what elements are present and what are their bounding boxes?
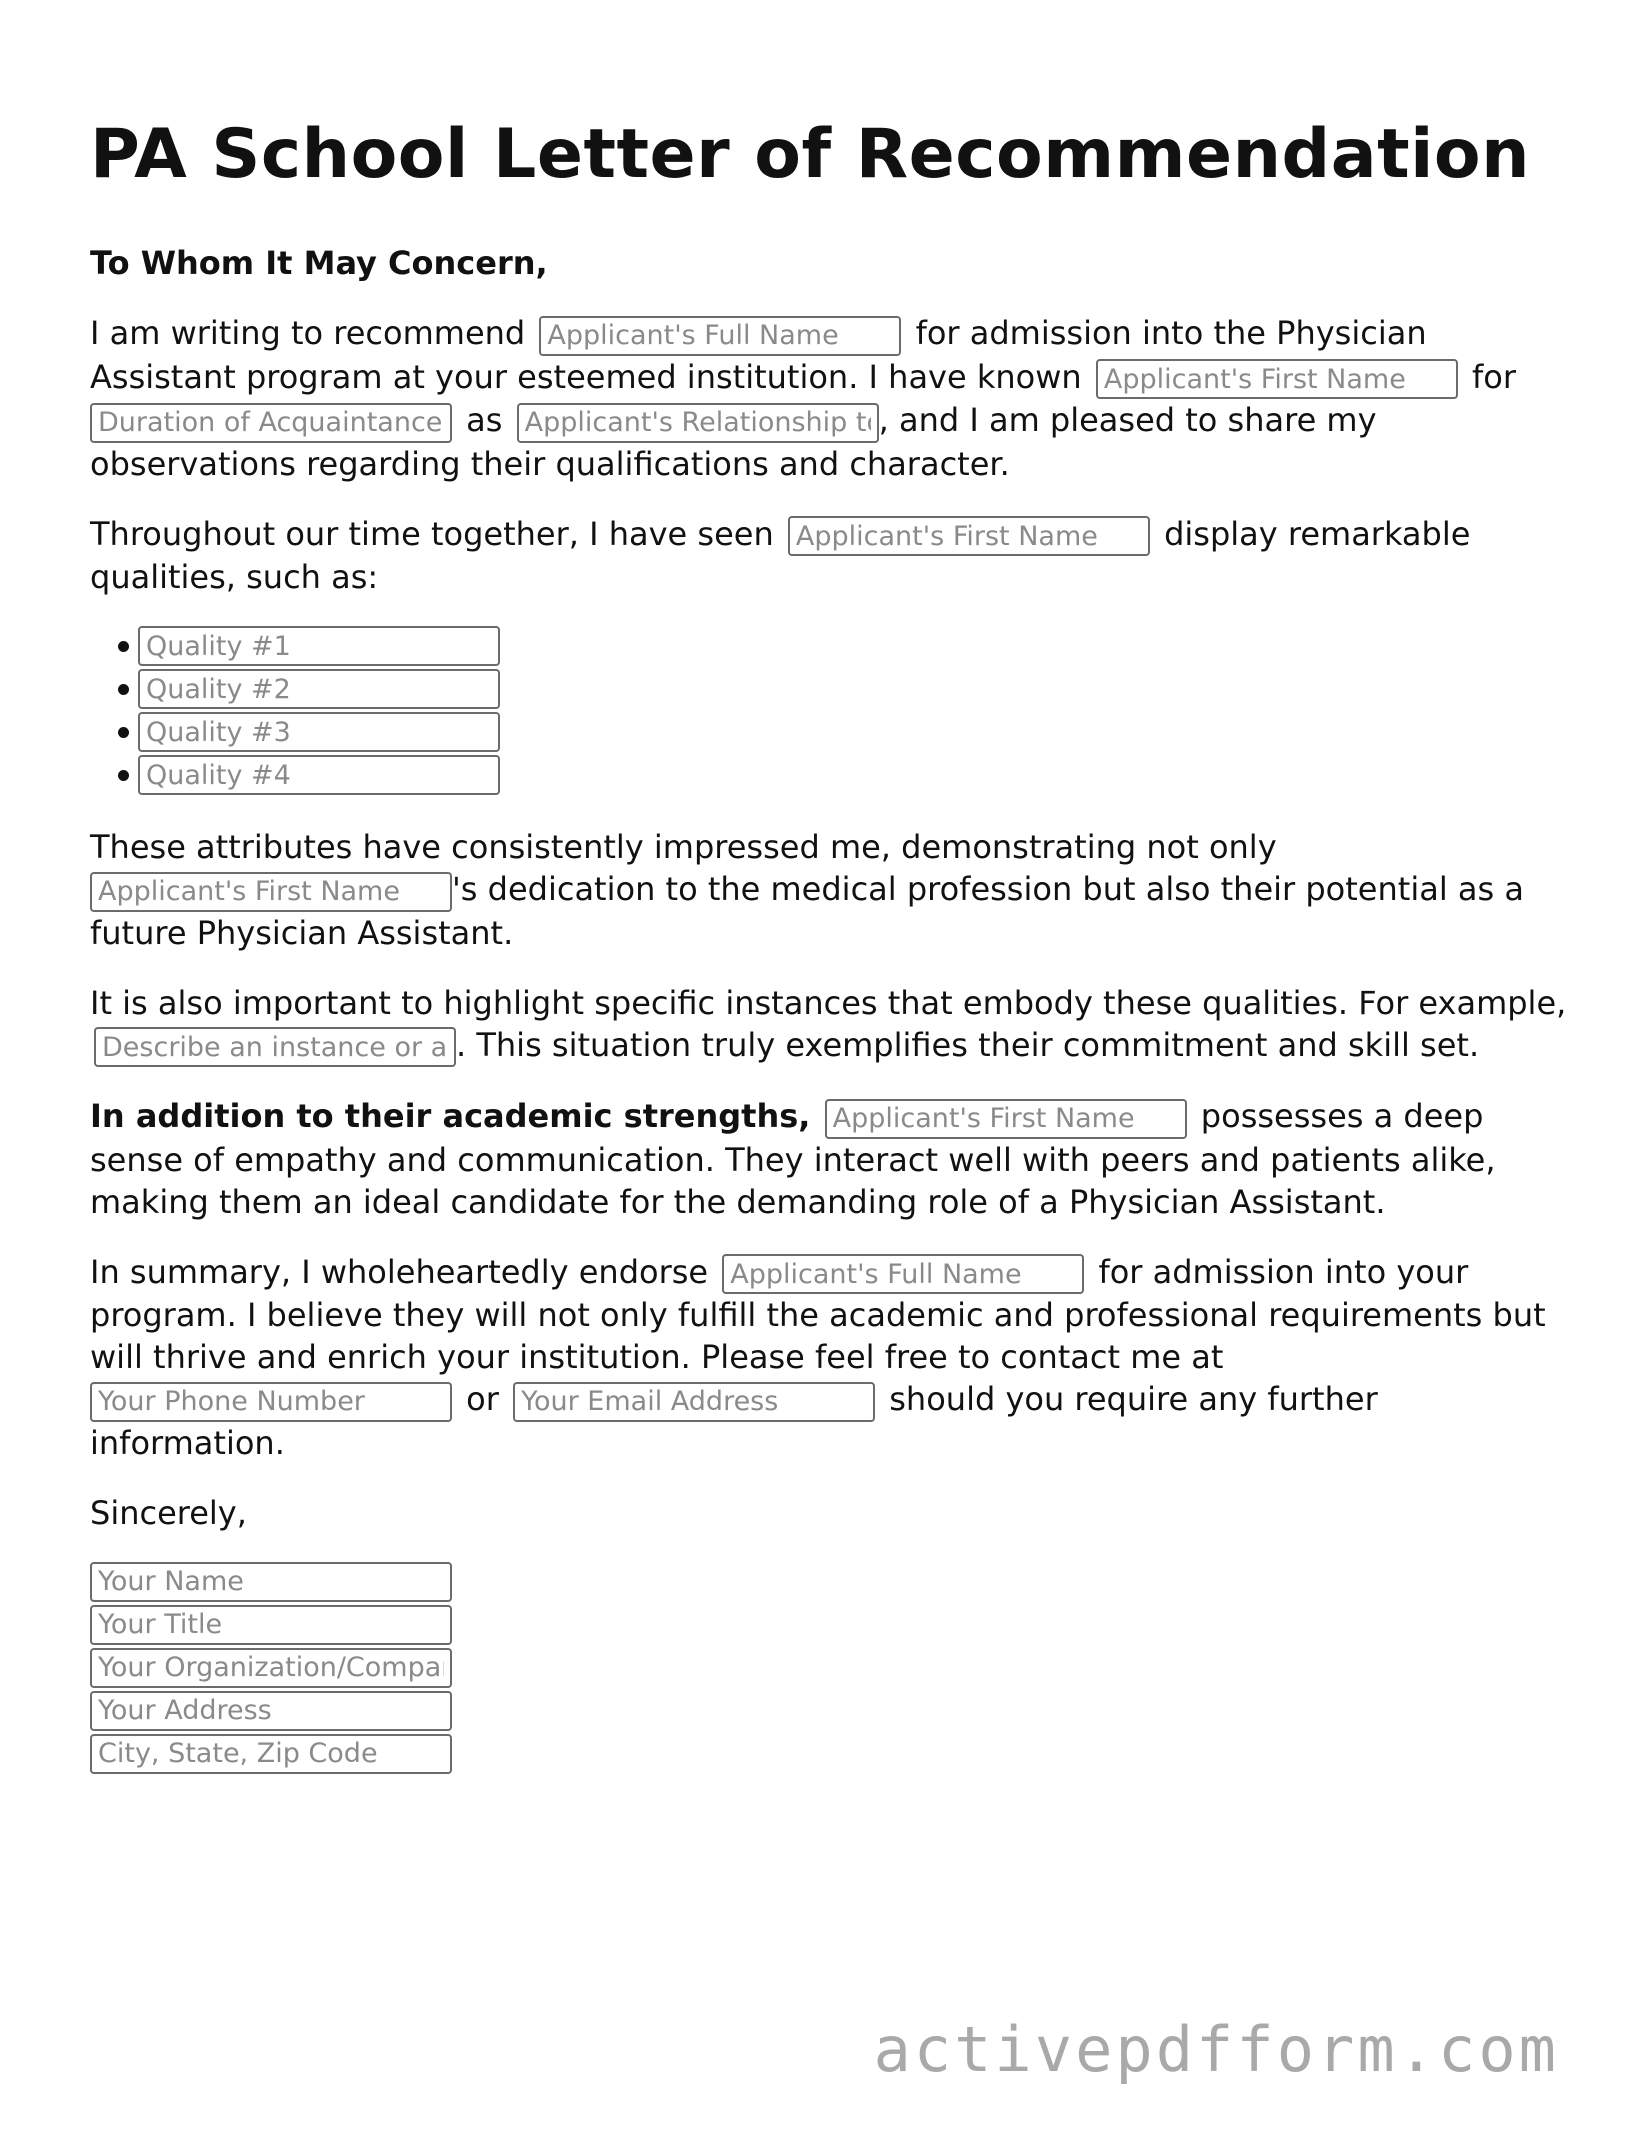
watermark: activepdfform.com	[873, 2013, 1559, 2086]
applicant-full-name-field[interactable]	[539, 316, 901, 356]
letter-page	[90, 110, 1570, 1777]
your-address-field[interactable]	[90, 1691, 452, 1731]
list-item	[138, 669, 1570, 712]
strengths-paragraph	[90, 1095, 1570, 1223]
attributes-text-1: These attributes have consistently impressed me, demonstrating not only	[90, 828, 1277, 866]
list-item	[138, 712, 1570, 755]
email-address-field[interactable]	[513, 1382, 875, 1422]
qualities-text-2: display remarkable qualities, such as:	[90, 514, 1471, 596]
attributes-paragraph	[90, 826, 1570, 954]
applicant-first-name-field[interactable]	[788, 516, 1150, 556]
city-state-zip-field[interactable]	[90, 1734, 452, 1774]
summary-text-3: or	[466, 1380, 499, 1418]
instance-description-field[interactable]	[94, 1027, 456, 1067]
summary-text-2: for admission into your program. I believe they will not only fulfill the academic and professional requirements but will thrive and enrich your institution. Please feel free to contact me at	[90, 1252, 1546, 1376]
intro-text-3: for	[1472, 357, 1517, 396]
page-title: PA School Letter of Recommendation	[90, 115, 1531, 194]
quality-2-field[interactable]	[138, 669, 500, 709]
quality-1-field[interactable]	[138, 626, 500, 666]
your-organization-field[interactable]	[90, 1648, 452, 1688]
qualities-text-1: Throughout our time together, I have seen	[90, 514, 774, 553]
applicant-first-name-field[interactable]	[825, 1099, 1187, 1139]
strengths-lead: In addition to their academic strengths,	[90, 1097, 811, 1135]
applicant-first-name-field[interactable]	[90, 872, 452, 912]
applicant-first-name-field[interactable]	[1096, 359, 1458, 399]
quality-4-field[interactable]	[138, 755, 500, 795]
attributes-text-2: 's dedication to the medical profession but also their potential as a future Physician Assistant.	[90, 870, 1524, 952]
duration-of-acquaintance-field[interactable]	[90, 403, 452, 443]
list-item	[138, 755, 1570, 798]
summary-text-1: In summary, I wholeheartedly endorse	[90, 1252, 709, 1291]
your-name-field[interactable]	[90, 1562, 452, 1602]
summary-text-4: should you require any further information.	[90, 1380, 1378, 1462]
intro-text-1: I am writing to recommend	[90, 314, 526, 352]
intro-text-2: for admission into the Physician Assistant program at your esteemed institution. I have known	[90, 314, 1427, 396]
instance-text-1: It is also important to highlight specific instances that embody these qualities. For example,	[90, 983, 1567, 1022]
instance-paragraph	[90, 982, 1570, 1068]
strengths-text: possesses a deep sense of empathy and communication. They interact well with peers and patients alike, making them an ideal candidate for the demanding role of a Physician Assistant.	[90, 1097, 1496, 1221]
applicant-full-name-field[interactable]	[722, 1254, 1084, 1294]
list-item	[138, 626, 1570, 669]
phone-number-field[interactable]	[90, 1382, 452, 1422]
instance-text-2: . This situation truly exemplifies their commitment and skill set.	[456, 1025, 1480, 1064]
signature-block	[90, 1562, 1570, 1774]
intro-paragraph	[90, 312, 1570, 485]
relationship-field[interactable]	[517, 403, 879, 443]
qualities-paragraph	[90, 513, 1570, 599]
summary-paragraph	[90, 1251, 1570, 1464]
intro-text-5: , and I am pleased to share my observations regarding their qualifications and character.	[90, 401, 1377, 483]
salutation: To Whom It May Concern,	[90, 244, 548, 282]
qualities-list	[90, 626, 1570, 798]
closing: Sincerely,	[90, 1493, 247, 1532]
your-title-field[interactable]	[90, 1605, 452, 1645]
quality-3-field[interactable]	[138, 712, 500, 752]
intro-text-4: as	[466, 401, 503, 439]
